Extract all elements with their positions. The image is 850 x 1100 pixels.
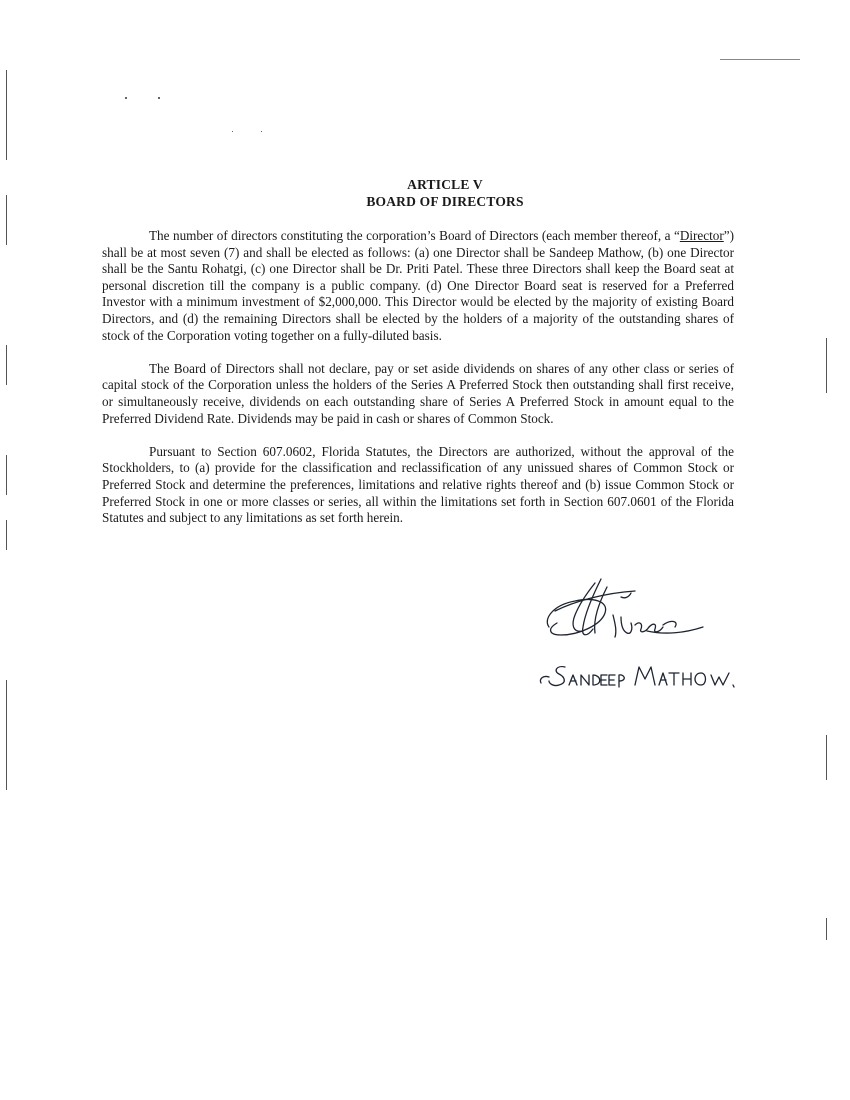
- paragraph-directors: [102, 228, 734, 344]
- scan-artifact-dot: [125, 97, 127, 99]
- scan-artifact-left-edge: [6, 680, 7, 790]
- scan-artifact-left-edge: [6, 520, 7, 550]
- article-heading: [0, 176, 850, 210]
- scan-artifact-right-edge: [826, 735, 827, 780]
- scan-artifact-left-edge: [6, 70, 7, 160]
- paragraph-directors-text-b: ”) shall be at most seven (7) and shall be elected as follows: (a) one Director shall be Sandeep Mathow, (b) one Director shall be the Santu Rohatgi, (c) one Director shall be Dr. Priti Patel. These three Directors shall keep the Board seat at personal discretion till the company is a public company. (d) One Director Board seat is reserved for a Preferred Investor with a minimum investment of $2,000,000. This Director would be elected by the majority of existing Board Directors, and (d) the remaining Directors shall be elected by the holders of a majority of the outstanding shares of stock of the Corporation voting together on a fully-diluted basis.: [102, 228, 734, 343]
- paragraph-authority: Pursuant to Section 607.0602, Florida Statutes, the Directors are authorized, without the approval of the Stockholders, to (a) provide for the classification and reclassification of any unissued shares of Common Stock or Preferred Stock and determine the preferences, limitations and relative rights thereof and (b) issue Common Stock or Preferred Stock in one or more classes or series, all within the limitations set forth in Section 607.0601 of the Florida Statutes and subject to any limitations as set forth herein.: [102, 443, 734, 526]
- scan-artifact-dot: [261, 131, 262, 132]
- scan-artifact-top-line: [720, 59, 800, 60]
- article-number: ARTICLE V: [407, 177, 483, 192]
- scan-artifact-left-edge: [6, 455, 7, 495]
- handwritten-signature: [535, 575, 775, 695]
- article-body: [102, 228, 734, 543]
- paragraph-directors-text-a: The number of directors constituting the corporation’s Board of Directors (each member thereof, a “: [149, 228, 680, 243]
- scan-artifact-dot: [158, 97, 160, 99]
- scan-artifact-right-edge: [826, 918, 827, 940]
- scan-artifact-left-edge: [6, 345, 7, 385]
- scan-artifact-right-edge: [826, 338, 827, 393]
- paragraph-dividends: The Board of Directors shall not declare, pay or set aside dividends on shares of any other class or series of capital stock of the Corporation unless the holders of the Series A Preferred Stock then outstanding shall first receive, or simultaneously receive, dividends on each outstanding share of Series A Preferred Stock in amount equal to the Preferred Dividend Rate. Dividends may be paid in cash or shares of Common Stock.: [102, 360, 734, 426]
- article-title: BOARD OF DIRECTORS: [366, 194, 524, 209]
- defined-term-director: Director: [679, 228, 724, 243]
- scan-artifact-dot: [232, 131, 233, 132]
